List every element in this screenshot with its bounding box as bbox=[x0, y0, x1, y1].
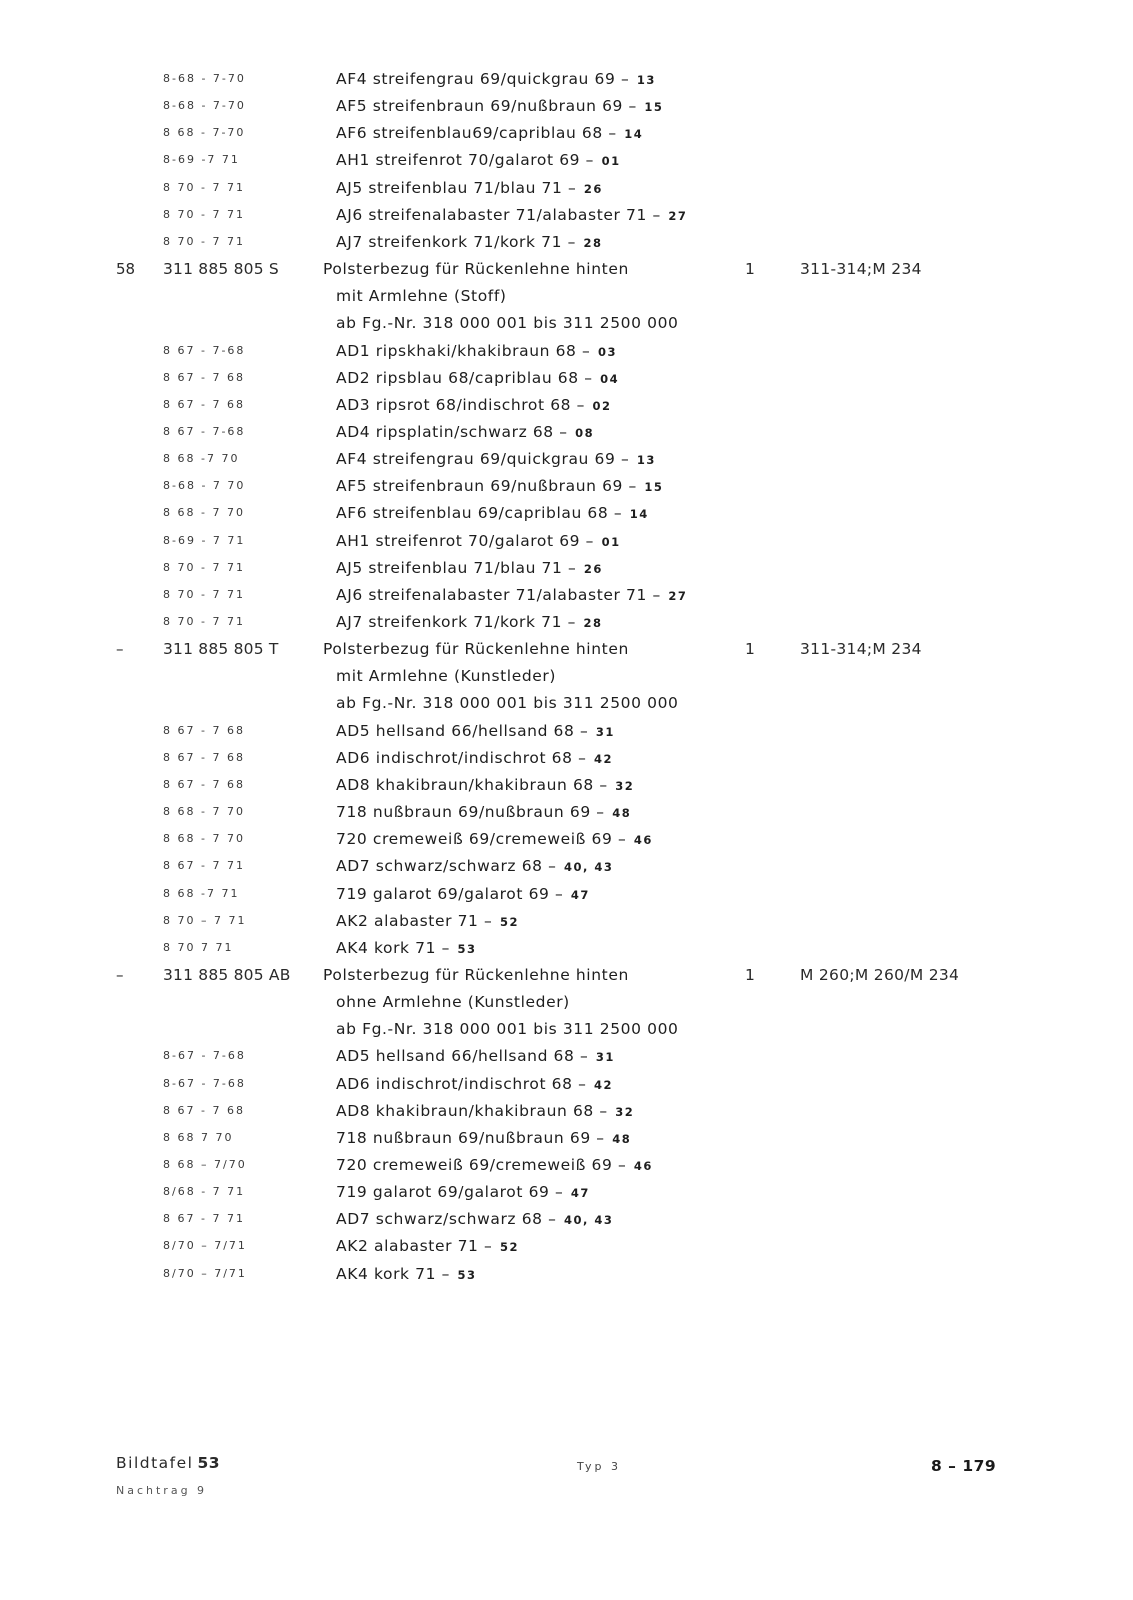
color-name: streifengrau 69/quickgrau 69 – bbox=[372, 70, 630, 88]
color-variant bbox=[336, 229, 602, 256]
color-variant-row bbox=[0, 446, 1133, 472]
color-code: AJ7 bbox=[336, 232, 363, 251]
quantity: 1 bbox=[745, 965, 755, 984]
color-variant-row bbox=[0, 1043, 1133, 1069]
validity-period: 8 68 7 70 bbox=[163, 1130, 234, 1144]
color-code: 720 bbox=[336, 1156, 368, 1174]
color-code: AF4 bbox=[336, 70, 368, 88]
color-variant-row bbox=[0, 1071, 1133, 1097]
color-name: khakibraun/khakibraun 68 – bbox=[375, 1101, 608, 1120]
color-number: 27 bbox=[668, 588, 688, 603]
color-variant-row bbox=[0, 202, 1133, 228]
color-code: AD6 bbox=[336, 748, 371, 767]
color-variant bbox=[336, 419, 594, 446]
validity-period: 8 68 - 7 70 bbox=[163, 832, 245, 846]
color-number: 47 bbox=[570, 1186, 590, 1201]
validity-period: 8 68 – 7/70 bbox=[163, 1158, 247, 1171]
validity-period: 8-68 - 7-70 bbox=[163, 99, 246, 113]
color-variant-row bbox=[0, 392, 1133, 418]
color-variant bbox=[336, 1233, 519, 1260]
color-code: AJ5 bbox=[336, 178, 363, 197]
color-name: alabaster 71 – bbox=[373, 1237, 493, 1256]
color-code: 718 bbox=[336, 1128, 368, 1147]
color-variant-row bbox=[0, 66, 1133, 92]
color-code: AD4 bbox=[336, 422, 371, 441]
color-variant-row bbox=[0, 365, 1133, 391]
color-code: 719 bbox=[336, 884, 368, 903]
color-variant bbox=[336, 555, 603, 582]
color-variant bbox=[336, 772, 634, 799]
validity-period: 8 70 - 7 71 bbox=[163, 207, 245, 221]
validity-period: 8 67 - 7 68 bbox=[163, 397, 245, 411]
footer-supplement: Nachtrag 9 bbox=[116, 1484, 208, 1497]
description-line: mit Armlehne (Stoff) bbox=[336, 287, 507, 306]
color-code: AF4 bbox=[336, 450, 368, 469]
position-number: 58 bbox=[116, 260, 136, 279]
description-line-row bbox=[0, 663, 1133, 689]
validity-period: 8 67 - 7 68 bbox=[163, 777, 245, 791]
color-code: AD8 bbox=[336, 1101, 371, 1120]
color-variant-row bbox=[0, 1206, 1133, 1232]
color-name: streifenbraun 69/nußbraun 69 – bbox=[372, 97, 637, 116]
color-name: kork 71 – bbox=[373, 1264, 450, 1283]
color-name: streifenblau 69/capriblau 68 – bbox=[372, 504, 623, 523]
color-number: 31 bbox=[595, 724, 615, 739]
model-reference: 311-314;M 234 bbox=[800, 260, 922, 279]
color-variant-row bbox=[0, 1098, 1133, 1124]
color-number: 14 bbox=[624, 127, 644, 142]
validity-period: 8 67 - 7 71 bbox=[163, 859, 245, 873]
validity-period: 8 67 - 7 68 bbox=[163, 1103, 245, 1117]
color-name: nußbraun 69/nußbraun 69 – bbox=[372, 803, 605, 822]
part-number: 311 885 805 T bbox=[163, 640, 279, 659]
color-variant bbox=[336, 392, 612, 419]
color-variant-row bbox=[0, 853, 1133, 879]
position-number: – bbox=[116, 965, 124, 984]
color-name: ripskhaki/khakibraun 68 – bbox=[375, 341, 591, 360]
color-code: AK4 bbox=[336, 1264, 369, 1283]
color-name: streifenkork 71/kork 71 – bbox=[368, 613, 576, 631]
color-number: 40, 43 bbox=[564, 860, 614, 875]
color-variant-row bbox=[0, 419, 1133, 445]
color-number: 03 bbox=[597, 344, 617, 359]
description-line: ab Fg.-Nr. 318 000 001 bis 311 2500 000 bbox=[336, 314, 679, 333]
color-name: galarot 69/galarot 69 – bbox=[372, 1183, 564, 1202]
color-variant bbox=[336, 1152, 653, 1179]
color-code: AD7 bbox=[336, 1210, 371, 1229]
validity-period: 8/68 - 7 71 bbox=[163, 1185, 246, 1199]
description-line-row bbox=[0, 1016, 1133, 1042]
color-name: ripsplatin/schwarz 68 – bbox=[375, 422, 568, 441]
color-number: 26 bbox=[583, 181, 603, 196]
validity-period: 8-67 - 7-68 bbox=[163, 1049, 246, 1063]
page-number: 8 – 179 bbox=[931, 1457, 997, 1475]
color-code: AD8 bbox=[336, 775, 371, 794]
validity-period: 8 68 - 7-70 bbox=[163, 126, 246, 140]
color-number: 52 bbox=[499, 1240, 519, 1255]
validity-period: 8 67 - 7 68 bbox=[163, 750, 245, 764]
part-row bbox=[0, 256, 1133, 282]
color-code: AH1 bbox=[336, 151, 370, 170]
color-number: 52 bbox=[499, 914, 519, 929]
color-code: AK4 bbox=[336, 938, 369, 957]
color-number: 15 bbox=[644, 480, 664, 495]
part-description: Polsterbezug für Rückenlehne hinten bbox=[323, 965, 629, 984]
part-number: 311 885 805 AB bbox=[163, 965, 291, 984]
description-line: ab Fg.-Nr. 318 000 001 bis 311 2500 000 bbox=[336, 694, 679, 713]
color-variant-row bbox=[0, 582, 1133, 608]
color-number: 13 bbox=[636, 73, 656, 87]
part-description: Polsterbezug für Rückenlehne hinten bbox=[323, 260, 629, 279]
color-variant bbox=[336, 1098, 634, 1125]
quantity: 1 bbox=[745, 640, 755, 659]
color-code: AD5 bbox=[336, 1047, 371, 1066]
color-variant-row bbox=[0, 338, 1133, 364]
validity-period: 8 70 7 71 bbox=[163, 940, 234, 954]
color-number: 48 bbox=[612, 806, 632, 821]
color-variant-row bbox=[0, 120, 1133, 146]
description-line: mit Armlehne (Kunstleder) bbox=[336, 667, 557, 686]
color-number: 32 bbox=[615, 778, 635, 793]
color-variant bbox=[336, 365, 619, 392]
color-number: 04 bbox=[600, 371, 620, 386]
color-variant-row bbox=[0, 229, 1133, 255]
validity-period: 8 68 -7 70 bbox=[163, 452, 240, 466]
color-variant bbox=[336, 500, 649, 527]
color-number: 15 bbox=[644, 100, 664, 115]
color-variant bbox=[336, 799, 631, 826]
validity-period: 8/70 – 7/71 bbox=[163, 1266, 247, 1280]
color-name: streifenalabaster 71/alabaster 71 – bbox=[368, 585, 661, 604]
validity-period: 8-69 -7 71 bbox=[163, 153, 240, 167]
color-name: streifenrot 70/galarot 69 – bbox=[375, 531, 595, 550]
part-description: Polsterbezug für Rückenlehne hinten bbox=[323, 640, 629, 659]
color-number: 53 bbox=[457, 1267, 477, 1282]
color-name: ripsrot 68/indischrot 68 – bbox=[375, 395, 586, 414]
color-name: streifenblau 71/blau 71 – bbox=[368, 558, 577, 577]
color-name: streifengrau 69/quickgrau 69 – bbox=[372, 450, 630, 469]
color-code: AD6 bbox=[336, 1074, 371, 1093]
validity-period: 8 68 - 7 70 bbox=[163, 506, 245, 520]
color-number: 26 bbox=[583, 561, 603, 576]
description-line: ab Fg.-Nr. 318 000 001 bis 311 2500 000 bbox=[336, 1020, 679, 1039]
color-code: AF6 bbox=[336, 504, 368, 523]
color-name: streifenblau69/capriblau 68 – bbox=[372, 124, 617, 143]
color-code: AJ6 bbox=[336, 205, 363, 224]
validity-period: 8-67 - 7-68 bbox=[163, 1076, 246, 1090]
color-code: AJ7 bbox=[336, 613, 363, 631]
color-number: 47 bbox=[570, 887, 590, 902]
part-number: 311 885 805 S bbox=[163, 260, 279, 279]
color-variant-row bbox=[0, 772, 1133, 798]
color-name: streifenalabaster 71/alabaster 71 – bbox=[368, 205, 661, 224]
color-name: galarot 69/galarot 69 – bbox=[372, 884, 564, 903]
model-reference: 311-314;M 234 bbox=[800, 640, 922, 659]
color-name: streifenkork 71/kork 71 – bbox=[368, 232, 576, 251]
color-code: AK2 bbox=[336, 911, 369, 930]
validity-period: 8 67 - 7 68 bbox=[163, 723, 245, 737]
color-code: AD5 bbox=[336, 721, 371, 740]
color-code: AF5 bbox=[336, 97, 368, 116]
color-number: 46 bbox=[633, 1159, 653, 1173]
color-variant bbox=[336, 338, 617, 365]
position-number: – bbox=[116, 640, 124, 659]
color-variant-row bbox=[0, 1261, 1133, 1287]
color-number: 53 bbox=[457, 941, 477, 956]
color-variant bbox=[336, 528, 621, 555]
color-variant bbox=[336, 93, 663, 120]
color-variant-row bbox=[0, 1233, 1133, 1259]
color-variant bbox=[336, 582, 687, 609]
color-name: cremeweiß 69/cremeweiß 69 – bbox=[372, 830, 627, 849]
color-name: schwarz/schwarz 68 – bbox=[375, 1210, 557, 1229]
validity-period: 8 70 - 7 71 bbox=[163, 615, 245, 628]
color-number: 02 bbox=[592, 398, 612, 413]
color-number: 28 bbox=[583, 616, 603, 630]
validity-period: 8 67 - 7-68 bbox=[163, 343, 246, 357]
validity-period: 8 68 -7 71 bbox=[163, 886, 240, 900]
color-variant-row bbox=[0, 718, 1133, 744]
color-variant bbox=[336, 1043, 615, 1070]
validity-period: 8 67 - 7 68 bbox=[163, 370, 245, 384]
quantity: 1 bbox=[745, 260, 755, 279]
color-number: 46 bbox=[633, 833, 653, 848]
color-variant bbox=[336, 147, 621, 174]
validity-period: 8 70 - 7 71 bbox=[163, 234, 245, 248]
description-line-row bbox=[0, 989, 1133, 1015]
validity-period: 8/70 – 7/71 bbox=[163, 1239, 247, 1253]
color-variant-row bbox=[0, 175, 1133, 201]
color-code: AD2 bbox=[336, 368, 371, 387]
color-code: AH1 bbox=[336, 531, 370, 550]
description-line-row bbox=[0, 310, 1133, 336]
color-variant-row bbox=[0, 935, 1133, 961]
color-variant-row bbox=[0, 500, 1133, 526]
color-name: streifenblau 71/blau 71 – bbox=[368, 178, 577, 197]
color-variant bbox=[336, 881, 590, 908]
validity-period: 8 70 – 7 71 bbox=[163, 913, 247, 927]
color-variant-row bbox=[0, 799, 1133, 825]
color-variant-row bbox=[0, 1179, 1133, 1205]
color-number: 42 bbox=[594, 751, 614, 766]
color-variant bbox=[336, 66, 656, 93]
color-variant-row bbox=[0, 555, 1133, 581]
color-name: hellsand 66/hellsand 68 – bbox=[375, 721, 589, 740]
color-name: indischrot/indischrot 68 – bbox=[375, 1074, 587, 1093]
color-variant-row bbox=[0, 1125, 1133, 1151]
color-variant bbox=[336, 826, 653, 853]
color-variant-row bbox=[0, 908, 1133, 934]
color-variant bbox=[336, 120, 643, 147]
validity-period: 8 70 - 7 71 bbox=[163, 587, 245, 601]
color-variant bbox=[336, 1125, 631, 1152]
color-number: 27 bbox=[668, 208, 688, 223]
color-variant bbox=[336, 1071, 613, 1098]
color-variant bbox=[336, 609, 602, 636]
color-name: streifenrot 70/galarot 69 – bbox=[375, 151, 595, 170]
color-name: khakibraun/khakibraun 68 – bbox=[375, 775, 608, 794]
color-variant-row bbox=[0, 473, 1133, 499]
color-code: AK2 bbox=[336, 1237, 369, 1256]
color-variant-row bbox=[0, 93, 1133, 119]
validity-period: 8-68 - 7-70 bbox=[163, 72, 246, 85]
color-variant-row bbox=[0, 1152, 1133, 1178]
validity-period: 8 68 - 7 70 bbox=[163, 805, 245, 819]
color-number: 40, 43 bbox=[564, 1213, 614, 1228]
plate-number: 53 bbox=[197, 1454, 221, 1472]
color-variant bbox=[336, 175, 603, 202]
validity-period: 8 70 - 7 71 bbox=[163, 560, 245, 574]
color-number: 42 bbox=[594, 1077, 614, 1092]
color-variant bbox=[336, 718, 615, 745]
color-number: 48 bbox=[612, 1131, 632, 1146]
color-name: kork 71 – bbox=[373, 938, 450, 957]
color-name: hellsand 66/hellsand 68 – bbox=[375, 1047, 589, 1066]
color-variant bbox=[336, 202, 687, 229]
color-code: AD1 bbox=[336, 341, 371, 360]
color-code: AF5 bbox=[336, 477, 368, 496]
color-variant-row bbox=[0, 147, 1133, 173]
validity-period: 8 70 - 7 71 bbox=[163, 180, 245, 194]
color-variant bbox=[336, 935, 477, 962]
footer-plate bbox=[116, 1454, 220, 1472]
color-name: schwarz/schwarz 68 – bbox=[375, 857, 557, 876]
color-name: streifenbraun 69/nußbraun 69 – bbox=[372, 477, 637, 496]
color-variant bbox=[336, 446, 656, 473]
color-variant bbox=[336, 745, 613, 772]
color-variant-row bbox=[0, 528, 1133, 554]
color-code: 720 bbox=[336, 830, 368, 849]
validity-period: 8-69 - 7 71 bbox=[163, 533, 246, 547]
color-number: 31 bbox=[595, 1050, 615, 1065]
validity-period: 8 67 - 7-68 bbox=[163, 424, 246, 438]
color-number: 32 bbox=[615, 1104, 635, 1119]
color-number: 01 bbox=[601, 534, 621, 549]
color-variant bbox=[336, 1179, 590, 1206]
color-code: AF6 bbox=[336, 124, 368, 143]
color-number: 13 bbox=[636, 453, 656, 468]
color-number: 08 bbox=[575, 425, 595, 440]
color-code: AD7 bbox=[336, 857, 371, 876]
color-number: 01 bbox=[601, 154, 621, 169]
color-variant bbox=[336, 473, 663, 500]
color-variant bbox=[336, 1261, 477, 1288]
validity-period: 8 67 - 7 71 bbox=[163, 1212, 245, 1226]
color-variant bbox=[336, 908, 519, 935]
color-code: AD3 bbox=[336, 395, 371, 414]
color-code: 719 bbox=[336, 1183, 368, 1202]
part-row bbox=[0, 636, 1133, 662]
color-number: 28 bbox=[583, 235, 603, 250]
color-name: alabaster 71 – bbox=[373, 911, 493, 930]
color-number: 14 bbox=[629, 507, 649, 522]
color-code: AJ6 bbox=[336, 585, 363, 604]
color-variant-row bbox=[0, 826, 1133, 852]
description-line-row bbox=[0, 690, 1133, 716]
color-name: cremeweiß 69/cremeweiß 69 – bbox=[372, 1156, 627, 1174]
color-variant-row bbox=[0, 881, 1133, 907]
validity-period: 8-68 - 7 70 bbox=[163, 479, 246, 493]
color-variant-row bbox=[0, 609, 1133, 635]
color-code: AJ5 bbox=[336, 558, 363, 577]
color-variant-row bbox=[0, 745, 1133, 771]
color-variant bbox=[336, 1206, 613, 1233]
model-reference: M 260;M 260/M 234 bbox=[800, 965, 960, 984]
color-code: 718 bbox=[336, 803, 368, 822]
description-line-row bbox=[0, 283, 1133, 309]
color-name: indischrot/indischrot 68 – bbox=[375, 748, 587, 767]
footer-type: Typ 3 bbox=[577, 1460, 621, 1473]
part-row bbox=[0, 962, 1133, 988]
color-name: ripsblau 68/capriblau 68 – bbox=[375, 368, 593, 387]
color-variant bbox=[336, 853, 613, 880]
description-line: ohne Armlehne (Kunstleder) bbox=[336, 993, 570, 1012]
plate-label: Bildtafel bbox=[116, 1454, 194, 1472]
color-name: nußbraun 69/nußbraun 69 – bbox=[372, 1128, 605, 1147]
